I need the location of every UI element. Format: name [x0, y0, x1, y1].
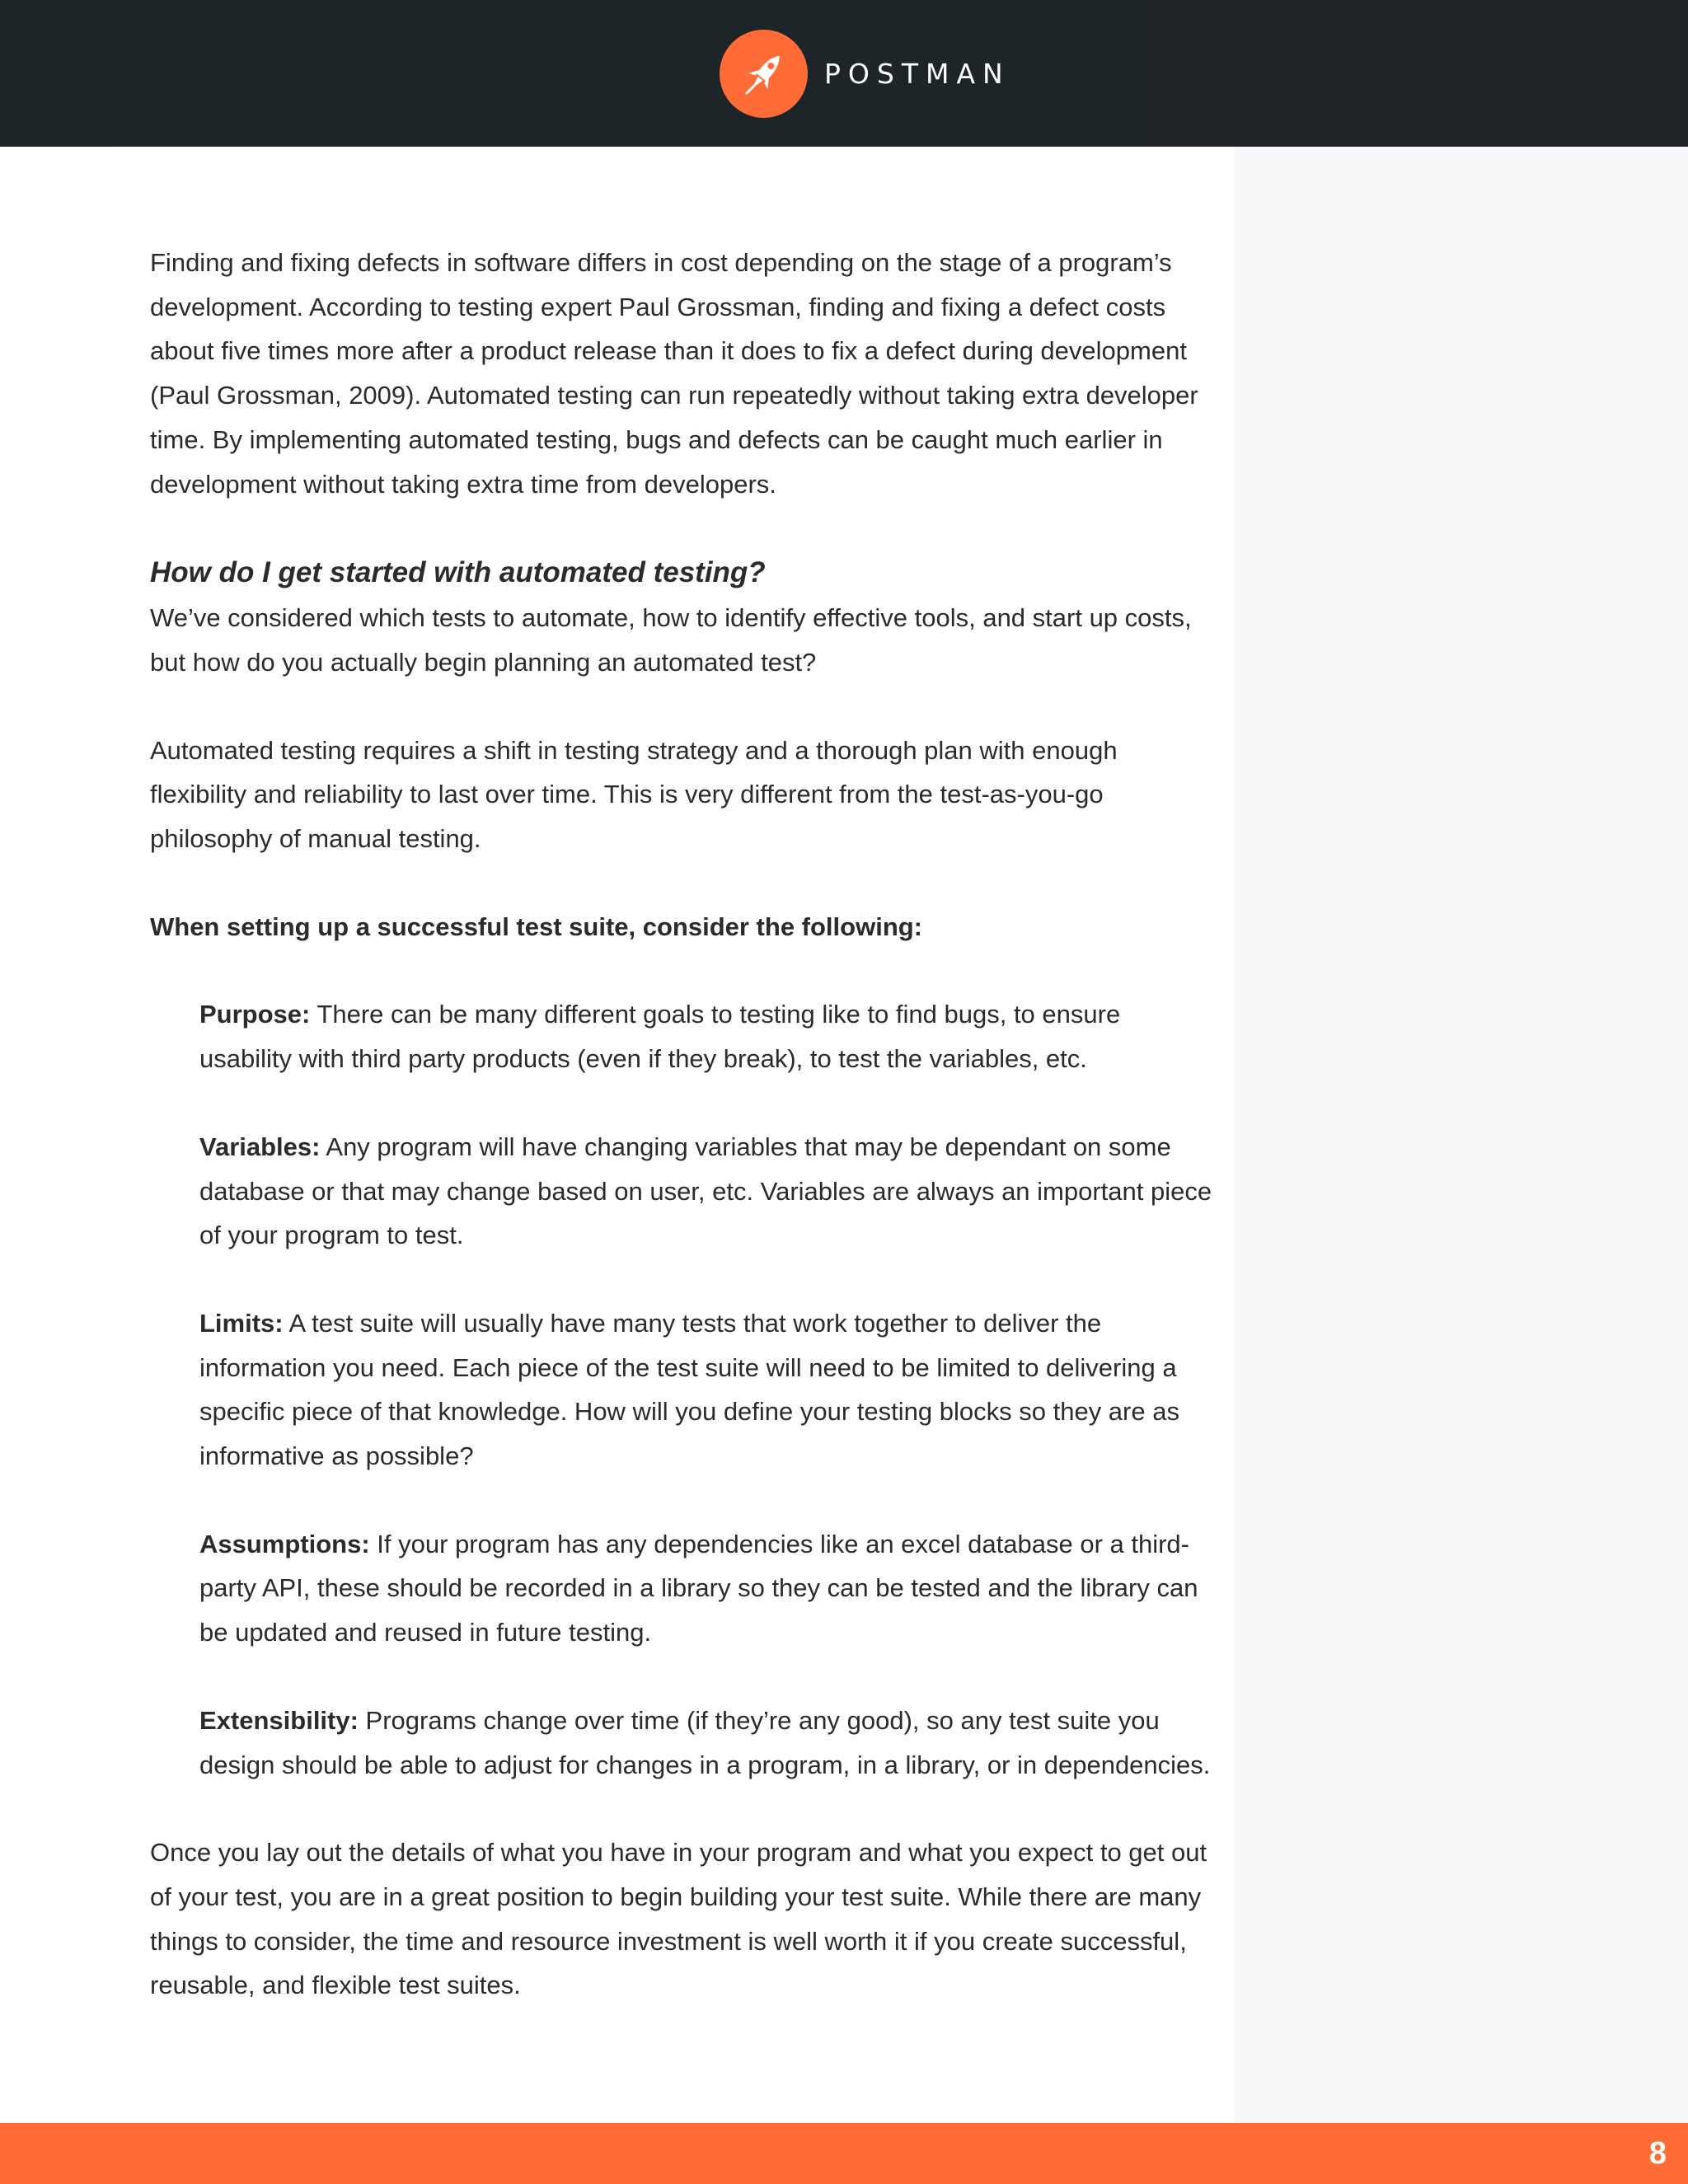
closing-paragraph: Once you lay out the details of what you have in your program and what you expect to get out of your test, you are in a great position to begin building your test suite. While there are many things to consider, the time and resource investment is well worth it if you create successful, reusable, and flexible test suites.	[150, 1838, 1207, 2000]
consideration-list	[150, 992, 1213, 1787]
item-term: Purpose:	[199, 1000, 311, 1029]
right-sidebar-panel	[1234, 147, 1688, 2123]
item-term: Extensibility:	[199, 1705, 359, 1735]
item-term: Limits:	[199, 1308, 284, 1338]
item-term: Variables:	[199, 1132, 321, 1161]
item-text: Any program will have changing variables that may be dependant on some database or that may change based on user, etc. Variables are always an important piece of your program to test.	[199, 1132, 1212, 1250]
page-footer	[0, 2123, 1688, 2184]
item-text: If your program has any dependencies like an excel database or a third-party API, these should be recorded in a library so they can be tested and the library can be updated and reused in future testing.	[199, 1529, 1198, 1647]
consider-label: When setting up a successful test suite, consider the following:	[150, 912, 923, 941]
page-header	[0, 0, 1688, 147]
strategy-paragraph: Automated testing requires a shift in testing strategy and a thorough plan with enough flexibility and reliability to last over time. This is very different from the test-as-you-go philosophy of manual testing.	[150, 735, 1118, 854]
section-heading: How do I get started with automated testing?	[150, 556, 766, 589]
postman-rocket-icon	[720, 30, 808, 118]
item-text: A test suite will usually have many tests that work together to deliver the information you need. Each piece of the test suite will need to be limited to delivering a specific piece of that knowledge. How will you define your testing blocks so they are as informative as possible?	[199, 1308, 1179, 1471]
page-number: 8	[1648, 2136, 1667, 2171]
question-paragraph: We’ve considered which tests to automate, how to identify effective tools, and start up costs, but how do you actually begin planning an automated test?	[150, 603, 1192, 677]
brand-logo	[720, 30, 1010, 118]
list-item	[199, 1301, 1213, 1479]
intro-paragraph: Finding and fixing defects in software differs in cost depending on the stage of a program’s development. According to testing expert Paul Grossman, finding and fixing a defect costs about five times more after a product release than it does to fix a defect during development (Paul Grossman, 2009). Automated testing can run repeatedly without taking extra developer time. By implementing automated testing, bugs and defects can be caught much earlier in development without taking extra time from developers.	[150, 248, 1198, 499]
item-text: There can be many different goals to testing like to find bugs, to ensure usability with third party products (even if they break), to test the variables, etc.	[199, 1000, 1121, 1074]
list-item	[199, 1125, 1213, 1258]
list-item	[199, 992, 1213, 1080]
item-term: Assumptions:	[199, 1529, 370, 1558]
item-text: Programs change over time (if they’re any good), so any test suite you design should be able to adjust for changes in a program, in a library, or in dependencies.	[199, 1705, 1211, 1779]
brand-name: POSTMAN	[824, 58, 1010, 90]
list-item	[199, 1522, 1213, 1655]
main-content	[150, 241, 1213, 2008]
list-item	[199, 1699, 1213, 1787]
